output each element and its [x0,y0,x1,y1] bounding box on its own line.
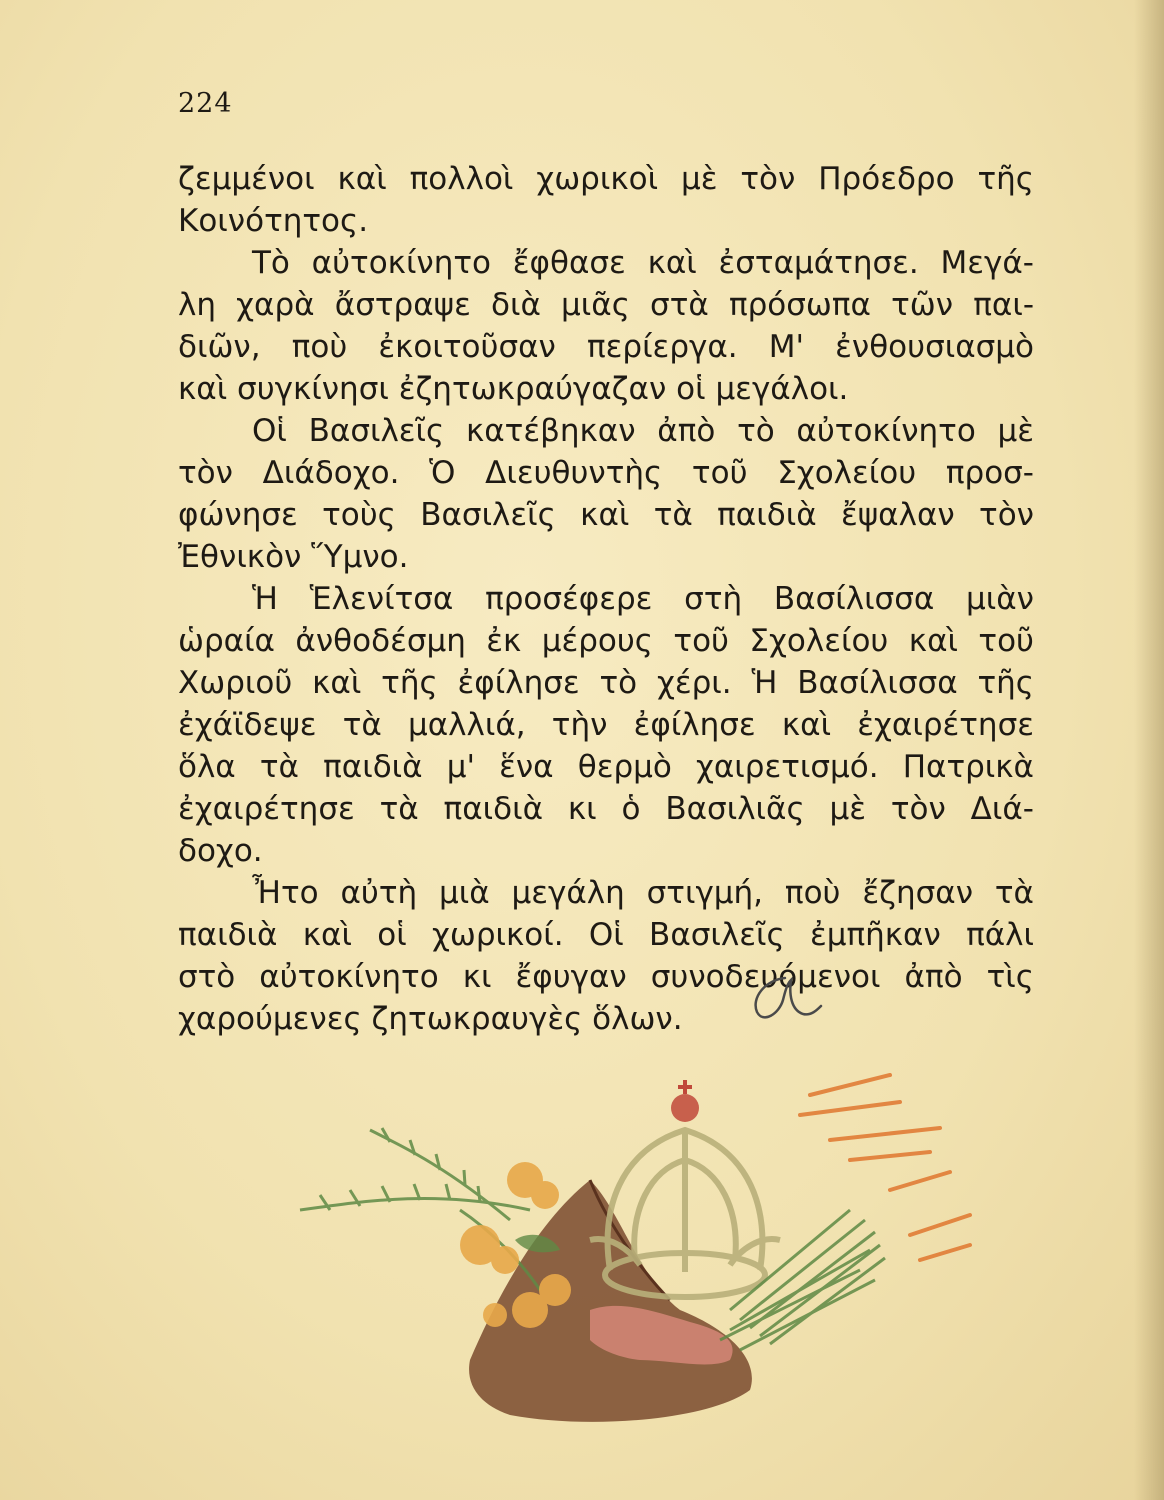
text-line: Τὸ αὐτοκίνητο ἔφθασε καὶ ἐσταμάτησε. Μεγά- [252,245,1034,281]
text-line: ζεμμένοι καὶ πολλοὶ χωρικοὶ μὲ τὸν Πρόεδρο τῆς [178,161,1034,197]
text-line: καὶ συγκίνησι ἐζητωκραύγαζαν οἱ μεγάλοι. [178,371,849,407]
handwritten-mark [745,970,825,1025]
text-line: παιδιὰ καὶ οἱ χωρικοί. Οἱ Βασιλεῖς ἐμπῆκαν πάλι [178,917,1034,953]
text-line: ὅλα τὰ παιδιὰ μ' ἕνα θερμὸ χαιρετισμό. Πατρικὰ [178,749,1034,785]
text-line: ὡραία ἀνθοδέσμη ἐκ μέρους τοῦ Σχολείου καὶ τοῦ [178,623,1034,659]
text-line: Οἱ Βασιλεῖς κατέβηκαν ἀπὸ τὸ αὐτοκίνητο μὲ [252,413,1034,449]
text-line: στὸ αὐτοκίνητο κι ἔφυγαν συνοδευόμενοι ἀπὸ τὶς [178,959,1034,995]
text-line: ἐχάϊδεψε τὰ μαλλιά, τὴν ἐφίλησε καὶ ἐχαιρέτησε [178,707,1034,743]
crown-bouquet-illustration [290,1060,990,1440]
text-line: Χωριοῦ καὶ τῆς ἐφίλησε τὸ χέρι. Ἡ Βασίλισσα τῆς [178,665,1034,701]
text-line: λη χαρὰ ἄστραψε διὰ μιᾶς στὰ πρόσωπα τῶν παι- [178,287,1034,323]
crown-orb [671,1094,699,1122]
body-text [178,158,1034,1040]
text-line: Ἦτο αὐτὴ μιὰ μεγάλη στιγμή, ποὺ ἔζησαν τὰ [252,875,1034,911]
text-line: Κοινότητος. [178,203,369,239]
text-line: χαρούμενες ζητωκραυγὲς ὅλων. [178,1001,683,1037]
leaves-right [720,1210,885,1350]
text-line: Ἐθνικὸν Ὕμνο. [178,539,409,575]
text-line: διῶν, ποὺ ἐκοιτοῦσαν περίεργα. Μ' ἐνθουσιασμὸ [178,329,1034,365]
page-number: 224 [178,88,233,119]
text-line: δοχο. [178,833,263,869]
text-line: ἐχαιρέτησε τὰ παιδιὰ κι ὁ Βασιλιᾶς μὲ τὸν Διά- [178,791,1034,827]
page-edge-shadow [1134,0,1164,1500]
text-line: Ἡ Ἑλενίτσα προσέφερε στὴ Βασίλισσα μιὰν [252,581,1034,617]
text-line: φώνησε τοὺς Βασιλεῖς καὶ τὰ παιδιὰ ἔψαλαν τὸν [178,497,1034,533]
text-line: τὸν Διάδοχο. Ὁ Διευθυντὴς τοῦ Σχολείου προσ- [178,455,1034,491]
